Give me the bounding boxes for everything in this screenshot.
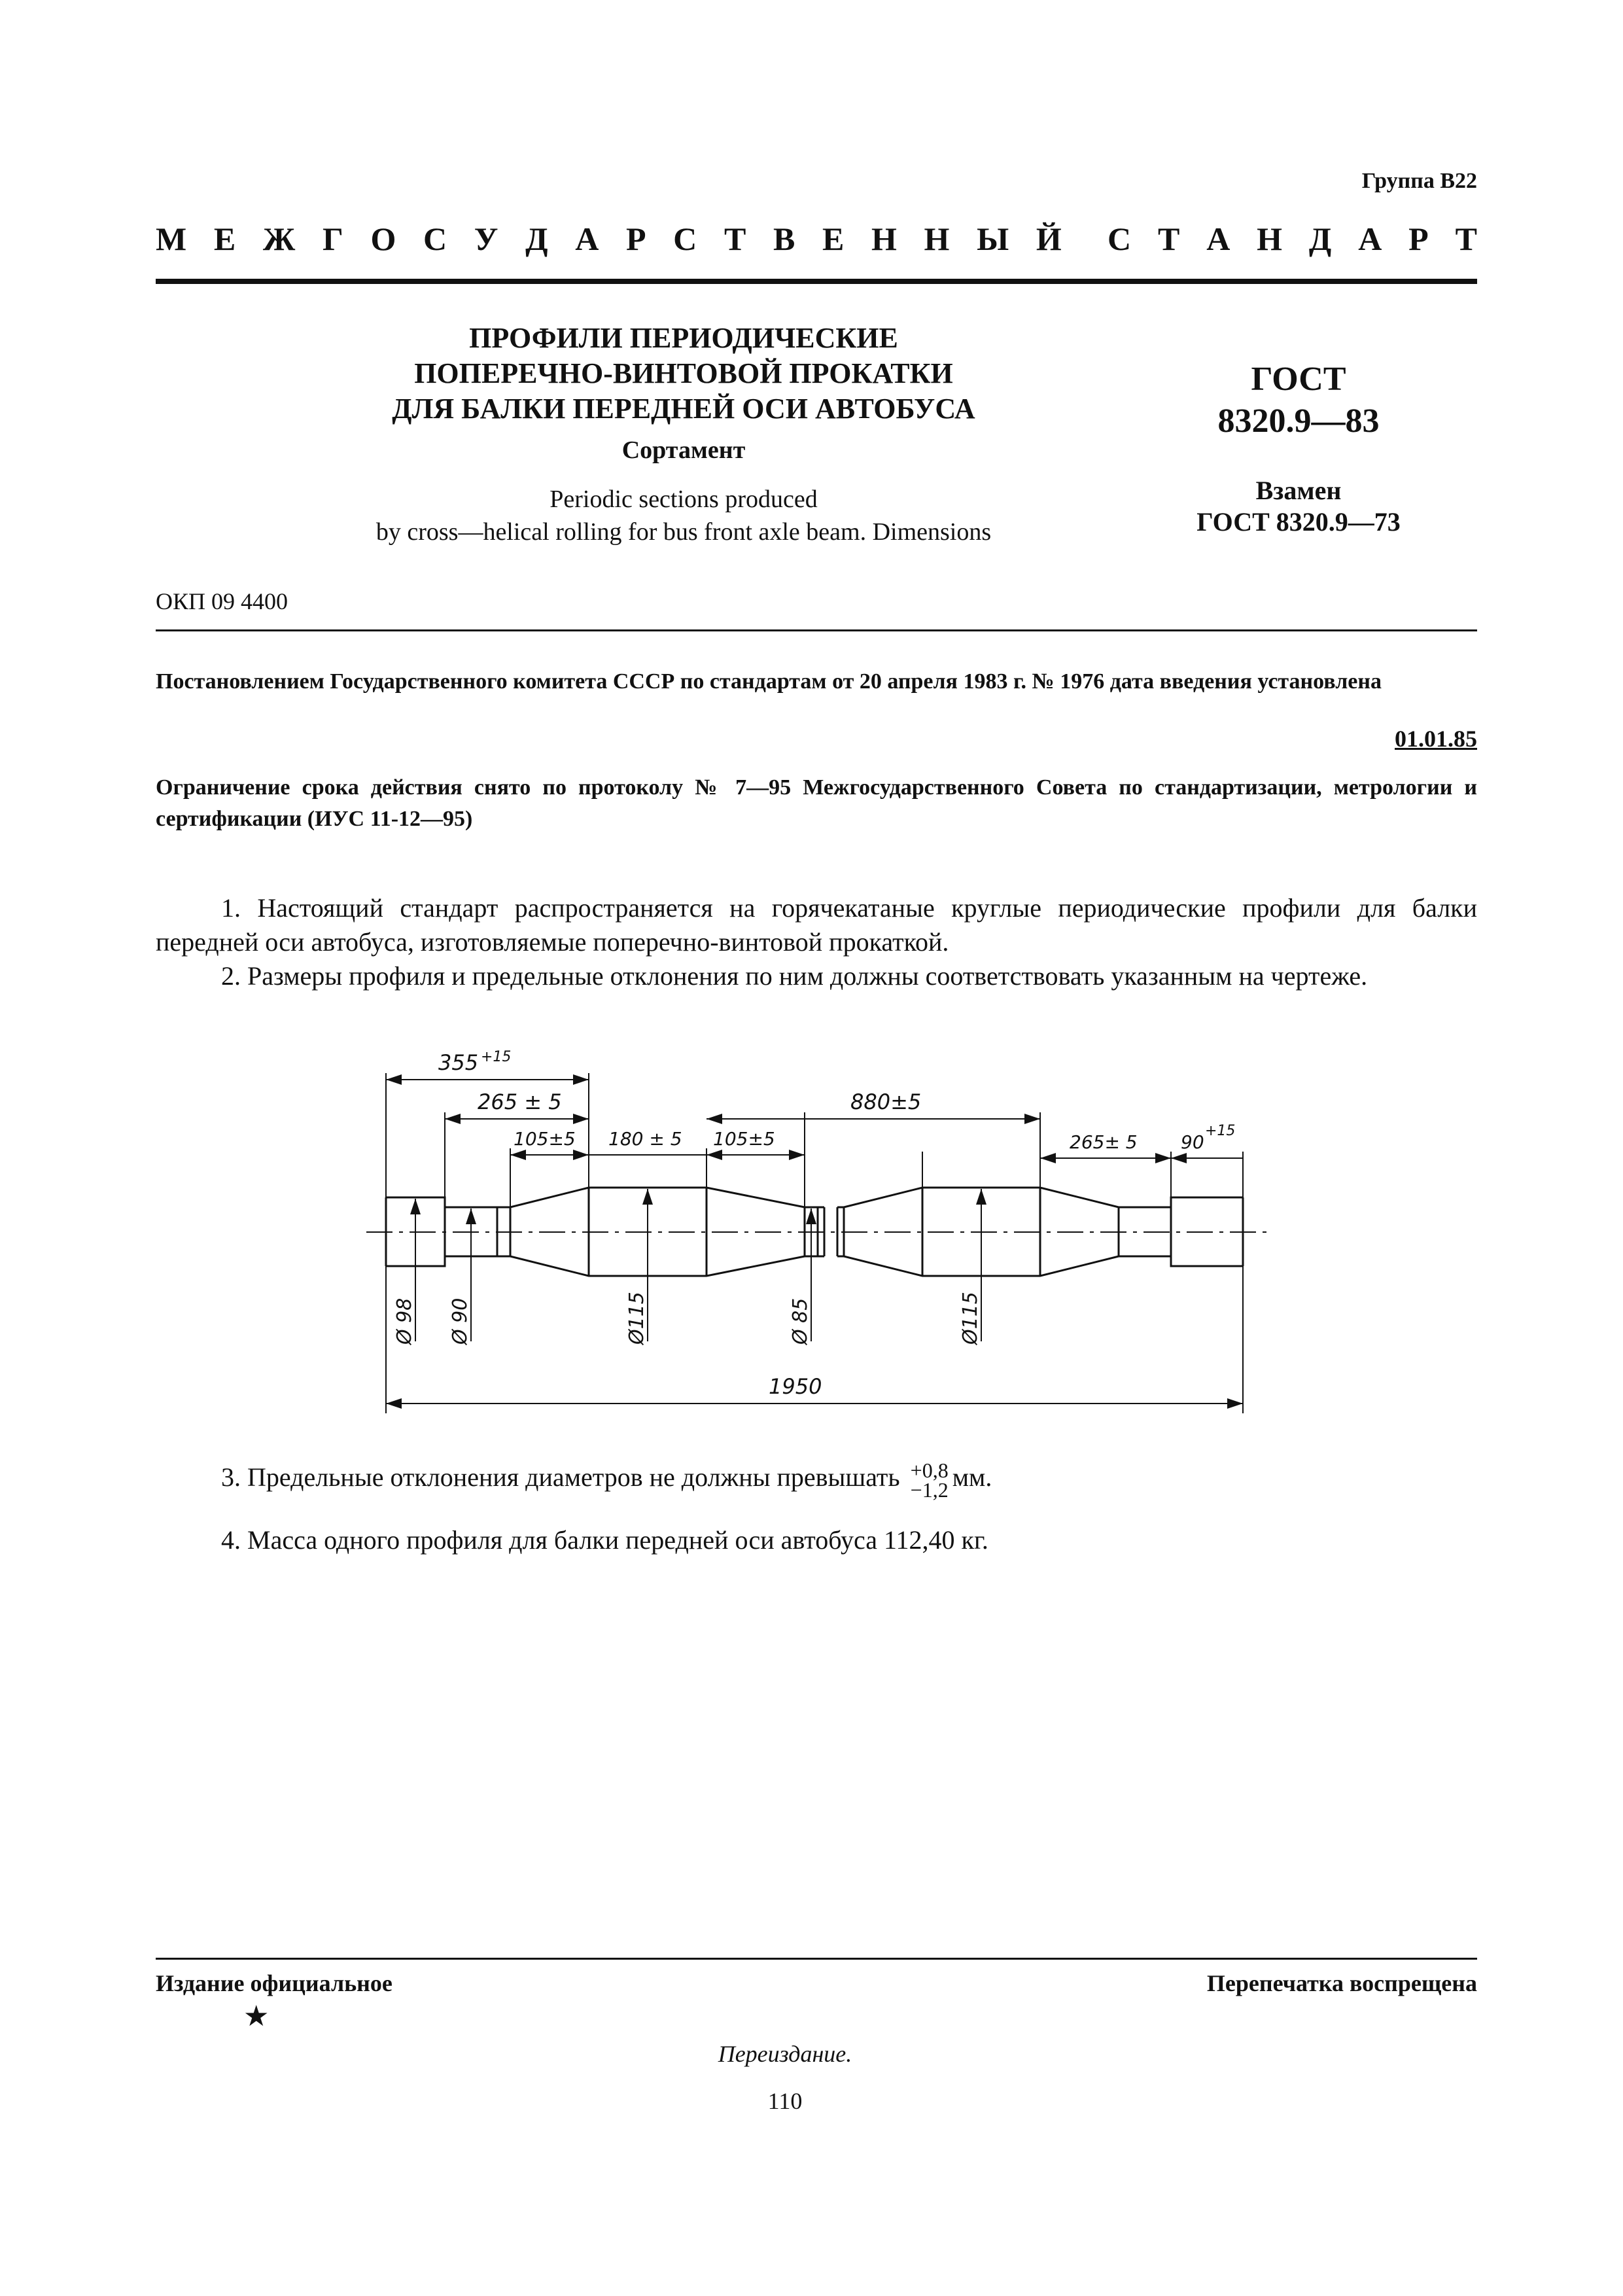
paragraph-2: 2. Размеры профиля и предельные отклонения по ним должны соответствовать указанным на чертеже. — [221, 961, 1368, 991]
diameter-115-left-label: Ø115 — [625, 1292, 648, 1345]
total-length-label: 1950 — [769, 1374, 822, 1399]
tolerance-unit: мм. — [952, 1462, 992, 1492]
replaces-block — [1171, 475, 1426, 538]
dim-265-right-label: 265± 5 — [1070, 1131, 1138, 1153]
english-title-line: by cross—helical rolling for bus front axle beam. Dimensions — [375, 518, 992, 546]
replaces-value: ГОСТ 8320.9—73 — [1196, 507, 1401, 537]
reprint-prohibited: Перепечатка воспрещена — [1206, 1970, 1477, 1996]
heading-letter: С — [1108, 221, 1132, 257]
replaces-label: Взамен — [1255, 476, 1342, 505]
heading-letter: Р — [625, 221, 646, 257]
star-icon: ★ — [243, 2000, 270, 2032]
heading-letter: Т — [1455, 221, 1477, 257]
official-edition: Издание официальное — [156, 1970, 393, 1996]
heading-letter: Д — [1308, 221, 1332, 257]
heading-letter: Н — [924, 221, 950, 257]
heading-letter: Г — [322, 221, 343, 257]
group-code: Группа В22 — [1361, 169, 1477, 193]
title-line: ПОПЕРЕЧНО-ВИНТОВОЙ ПРОКАТКИ — [414, 357, 953, 389]
page-number: 110 — [767, 2088, 803, 2114]
profile-drawing — [366, 1047, 1282, 1420]
heading-letter: М — [156, 221, 187, 257]
english-title — [262, 483, 1106, 548]
heading-letter: А — [1206, 221, 1230, 257]
dim-355-tolerance: +15 — [481, 1049, 512, 1065]
dim-880-label: 880±5 — [850, 1089, 922, 1114]
limitation-text: Ограничение срока действия снято по протоколу № 7—95 Межгосударственного Совета по стандартизации, метрологии и сертификации (ИУС 11-12—95) — [156, 775, 1477, 831]
gost-designation — [1171, 359, 1426, 442]
heading-letter: Т — [1157, 221, 1180, 257]
heading-letter: О — [370, 221, 396, 257]
heading-letter: Е — [213, 221, 236, 257]
heading-letter: Р — [1408, 221, 1429, 257]
assortment-subtitle: Сортамент — [621, 436, 746, 464]
paragraph-3-text: 3. Предельные отклонения диаметров не должны превышать — [221, 1462, 900, 1492]
title-line: ДЛЯ БАЛКИ ПЕРЕДНЕЙ ОСИ АВТОБУСА — [392, 393, 975, 425]
heading-letter: Т — [724, 221, 746, 257]
document-title — [281, 321, 1086, 427]
paragraph-1: 1. Настоящий стандарт распространяется на горячекатаные круглые периодические профили для балки передней оси автобуса, изготовляемые поперечно-винтовой прокаткой. — [156, 893, 1477, 957]
paragraph-3 — [156, 1460, 1477, 1500]
interstate-standard-heading — [156, 220, 1477, 258]
dim-355-label: 355 — [438, 1050, 479, 1075]
heading-letter: Ж — [262, 221, 296, 257]
tolerance-upper: +0,8 — [910, 1458, 949, 1482]
decree-text: Постановлением Государственного комитета СССР по стандартам от 20 апреля 1983 г. № 1976 дата введения установлена — [156, 669, 1382, 694]
profile-outline-top — [386, 1188, 824, 1207]
intro-date: 01.01.85 — [1395, 726, 1477, 752]
heading-letter: Н — [1257, 221, 1283, 257]
heading-word-standard — [1108, 220, 1477, 258]
heading-letter: Д — [525, 221, 548, 257]
diameter-115-right-label: Ø115 — [959, 1292, 982, 1345]
gost-label: ГОСТ — [1251, 361, 1346, 398]
header-rule — [156, 279, 1477, 284]
tolerance-fraction — [911, 1460, 949, 1500]
reissue-note: Переиздание. — [718, 2041, 852, 2067]
dim-105-left-label: 105±5 — [514, 1128, 576, 1150]
heading-letter: Й — [1036, 221, 1062, 257]
gost-number: 8320.9—83 — [1217, 402, 1380, 440]
dim-265-left-label: 265 ± 5 — [478, 1089, 562, 1114]
profile-outline-bottom — [386, 1256, 824, 1276]
dim-90-tolerance: +15 — [1205, 1123, 1236, 1139]
dim-105-right-label: 105±5 — [713, 1128, 775, 1150]
heading-letter: С — [673, 221, 697, 257]
diameter-90-label: Ø 90 — [449, 1298, 472, 1345]
heading-letter: А — [1358, 221, 1382, 257]
okp-rule — [156, 629, 1477, 631]
tolerance-lower: −1,2 — [910, 1478, 949, 1502]
footer-rule — [156, 1958, 1477, 1960]
heading-letter: Н — [871, 221, 897, 257]
heading-letter: Е — [822, 221, 845, 257]
heading-word-interstate — [156, 220, 1062, 258]
dim-90-label: 90 — [1181, 1131, 1204, 1153]
title-line: ПРОФИЛИ ПЕРИОДИЧЕСКИЕ — [469, 322, 898, 354]
heading-letter: Ы — [977, 221, 1009, 257]
heading-letter: В — [773, 221, 795, 257]
diameter-85-label: Ø 85 — [789, 1298, 812, 1345]
dim-180-label: 180 ± 5 — [608, 1128, 682, 1150]
english-title-line: Periodic sections produced — [550, 486, 818, 513]
heading-letter: У — [474, 221, 498, 257]
diameter-98-label: Ø 98 — [393, 1298, 416, 1345]
heading-letter: А — [575, 221, 599, 257]
heading-letter: С — [423, 221, 447, 257]
okp-code: ОКП 09 4400 — [156, 588, 288, 614]
paragraph-4: 4. Масса одного профиля для балки передней оси автобуса 112,40 кг. — [221, 1525, 988, 1555]
